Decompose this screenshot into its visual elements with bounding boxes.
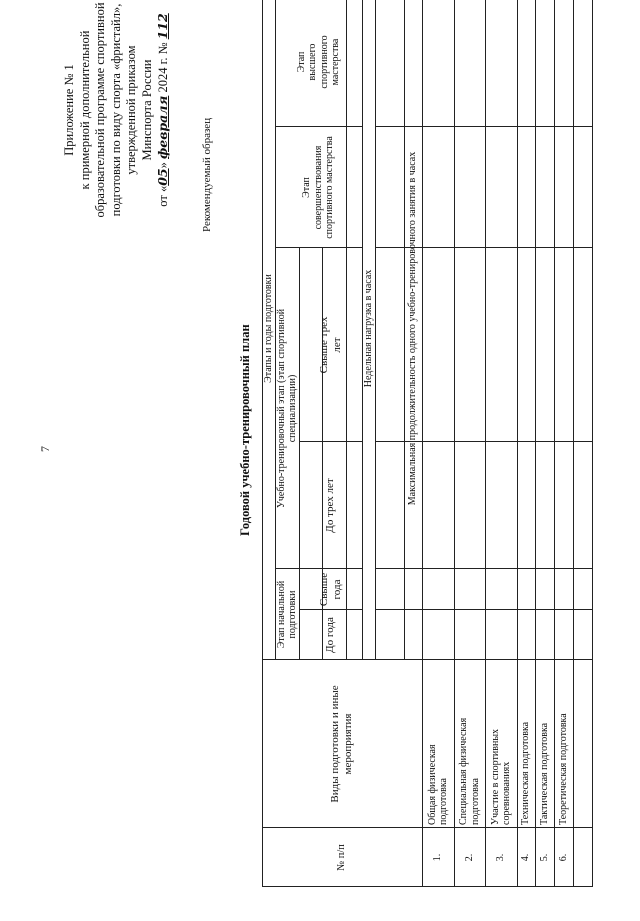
header-types: Виды подготовки и иные мероприятия — [329, 685, 354, 803]
row-name: Участие в спортивных соревнованиях — [489, 728, 512, 825]
appendix-line-2: к примерной дополнительной — [77, 30, 92, 190]
header-improvement-stage: Этап совершенствования спортивного мастерства — [301, 136, 336, 239]
header-training-stage: Учебно-тренировочный этап (этап спортивной специализации) — [275, 308, 298, 509]
appendix-line-5: утвержденной приказом — [124, 45, 138, 175]
header-highest-stage: Этап высшего спортивного мастерства — [295, 35, 341, 89]
date-year: 2024 г. № — [156, 42, 170, 93]
weekly-load-label: Недельная нагрузка в часах — [362, 269, 374, 388]
header-training-over-3: Свыше трех лет — [317, 316, 343, 374]
date-month: февраля — [155, 95, 170, 160]
row-num: 1. — [432, 853, 444, 862]
row-num: 2. — [463, 853, 475, 862]
row-name: Специальная физическая подготовка — [458, 717, 481, 825]
max-duration-label: Максимальная продолжительность одного учебно-тренировочного занятия в часах — [407, 151, 419, 506]
row-name: Общая физическая подготовка — [426, 744, 449, 825]
row-name: Техническая подготовка — [520, 721, 532, 825]
page-number: 7 — [38, 446, 52, 452]
appendix-line-4: подготовки по виду спорта «фристайл», — [108, 3, 123, 217]
appendix-date-line — [155, 0, 172, 225]
order-number: 112 — [155, 13, 170, 40]
row-num: 3. — [495, 853, 507, 862]
date-prefix: от « — [156, 185, 170, 207]
date-day: 05 — [155, 168, 170, 186]
plan-table — [262, 0, 592, 887]
appendix-line-6: Минспорта России — [139, 59, 154, 161]
document-title: Годовой учебно-тренировочный план — [238, 324, 252, 536]
header-stages: Этапы и годы подготовки — [262, 274, 274, 383]
appendix-line-3: образовательной программе спортивной — [93, 2, 107, 218]
header-num: № п/п — [335, 844, 347, 871]
row-name: Тактическая подготовка — [538, 722, 550, 825]
header-training-up-to-3: До трех лет — [324, 478, 337, 533]
appendix-block — [62, 0, 212, 225]
header-initial-up-to-year: До года — [324, 617, 337, 653]
row-name: Теоретическая подготовка — [557, 713, 569, 825]
header-initial-over-year: Свыше года — [317, 572, 343, 607]
row-num: 6. — [557, 853, 569, 862]
row-num: 5. — [538, 853, 550, 862]
row-num: 4. — [520, 853, 532, 862]
header-initial-stage: Этап начальной подготовки — [275, 580, 298, 649]
date-mid: » — [156, 162, 170, 169]
recommended-sample: Рекомендуемый образец — [201, 117, 213, 232]
appendix-line-1: Приложение № 1 — [62, 64, 76, 156]
